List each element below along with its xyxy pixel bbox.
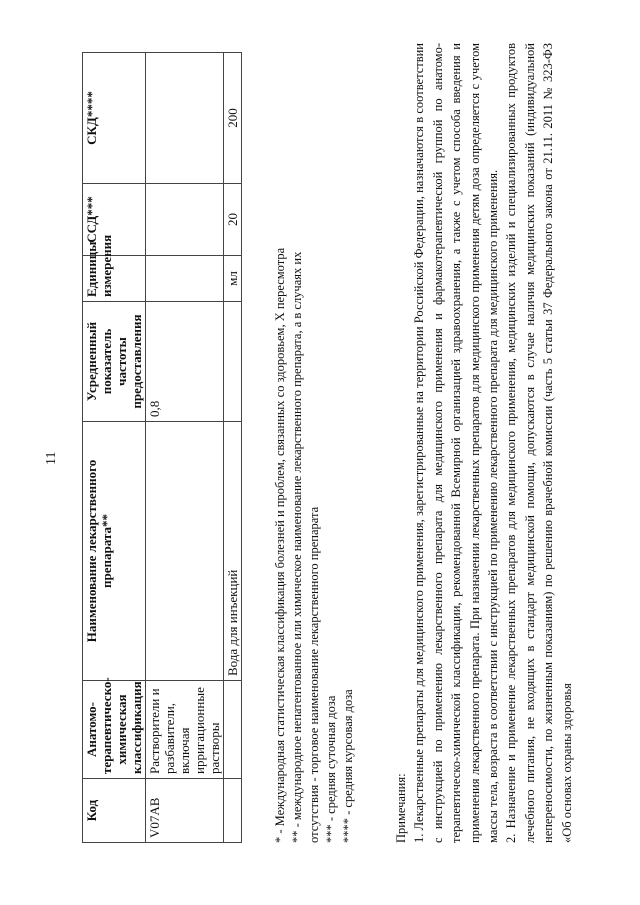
cell-skd: 200 [224, 53, 242, 184]
cell-ssd: 20 [224, 184, 242, 256]
footnotes [272, 43, 357, 843]
cell-code: V07AB [146, 779, 224, 843]
header-skd: СКД**** [83, 53, 146, 184]
footnote-skd: **** - средняя курсовая доза [341, 689, 355, 843]
cell-frequency: 0,8 [146, 302, 224, 422]
cell-drug: Вода для инъекций [224, 422, 242, 681]
footnote-mkb: * - Международная статистическая классификация болезней и проблем, связанных со здоровьем, X пересмотра [273, 247, 287, 843]
footnote-inn: ** - международное непатентованное или химическое наименование лекарственного препарата, а в случаях их [290, 251, 304, 843]
cell-frequency [224, 302, 242, 422]
note-paragraph-2: 2. Назначение и применение лекарственных препаратов для медицинского применения, медицинских изделий и специализированных продуктов лечебного питания, не входящих в стандарт медицинской помощи, допускаются в случае наличия медицинских показаний (индивидуальной непереносимости, по жизненным показаниям) по решению врачебной комиссии (часть 5 статьи 37 Федерального закона от 21.11. 2011 № 323-ФЗ «Об основах охраны здоровья [504, 43, 574, 843]
page-number: 11 [44, 451, 59, 465]
footnote-ssd: *** - средняя суточная доза [324, 695, 338, 843]
header-drug: Наименование лекарственного препарата** [83, 422, 146, 681]
cell-drug [146, 422, 224, 681]
notes-section [392, 43, 576, 843]
header-atc: Анатомо-терапевтическо-химическая классификация [83, 681, 146, 779]
footnote-inn-cont: отсутствия - торговое наименование лекарственного препарата [307, 506, 321, 843]
cell-atc: Растворители и разбавители, включая ирригационные растворы [146, 681, 224, 779]
cell-atc [224, 681, 242, 779]
header-ssd: ССД*** [83, 184, 146, 256]
cell-ssd [146, 184, 224, 256]
notes-title: Примечания: [394, 773, 408, 843]
cell-skd [146, 53, 224, 184]
cell-unit [146, 256, 224, 302]
header-code: Код [83, 779, 146, 843]
table-row [224, 53, 242, 843]
cell-unit: мл [224, 256, 242, 302]
standard-table [82, 52, 242, 843]
table-header-row [83, 53, 146, 843]
note-paragraph-1: 1. Лекарственные препараты для медицинского применения, зарегистрированные на территории Российской Федерации, назначаются в соответствии с инструкцией по применению лекарственного препарата для медицинского применения и фармакотерапевтической группой по анатомо-терапевтическо-химической классификации, рекомендованной Всемирной организацией здравоохранения, а также с учетом способа введения и применения лекарственного препарата. При назначении лекарственных препаратов для медицинского применения детям доза определяется с учетом массы тела, возраста в соответствии с инструкцией по применению лекарственного препарата для медицинского применения. [412, 43, 501, 843]
table-row [146, 53, 224, 843]
cell-code [224, 779, 242, 843]
header-unit: Единицы измерения [83, 256, 146, 302]
header-frequency: Усредненный показатель частоты предоставления [83, 302, 146, 422]
